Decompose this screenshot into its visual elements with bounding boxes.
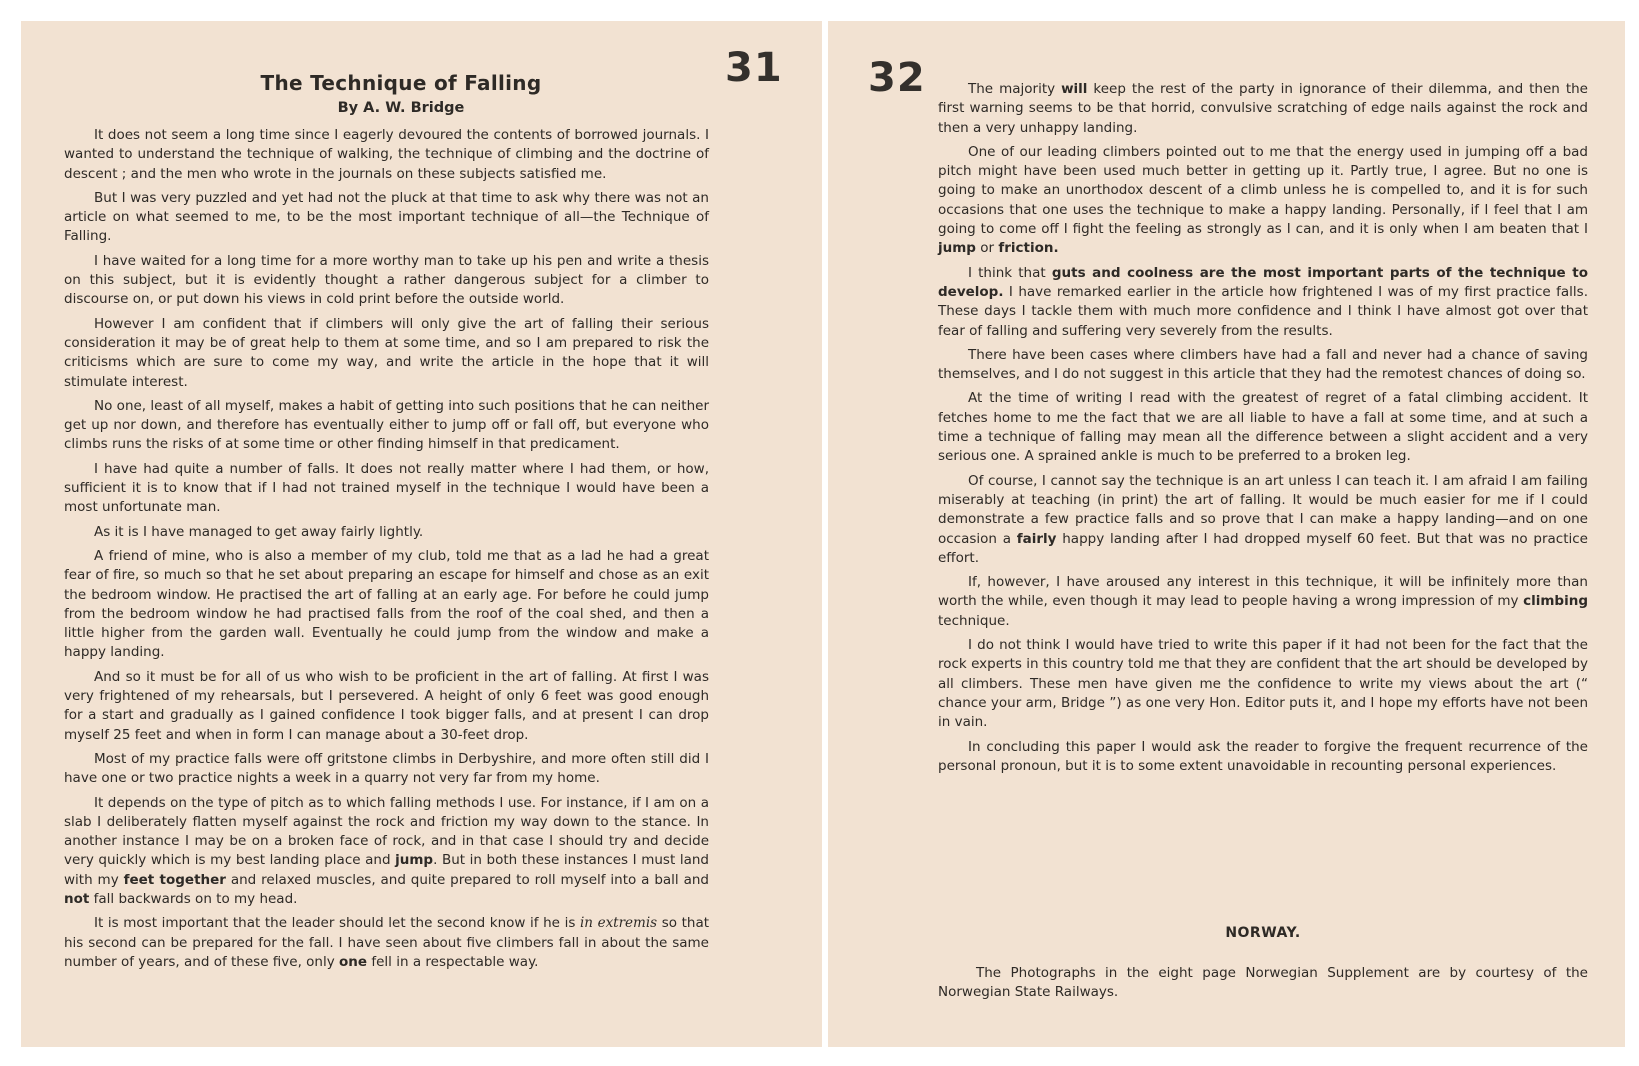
page-number: 32 (868, 55, 926, 101)
paragraph (64, 397, 709, 455)
text-run: And so it must be for all of us who wish to be proficient in the art of falling. At first I was very frightened of my rehearsals, but I persevered. A height of only 6 feet was good enough for a start and gradually as I gained confidence I took bigger falls, and at present I can drop myself 25 feet and when in form I can manage about a 30-feet drop. (64, 668, 709, 743)
paragraph (938, 573, 1588, 631)
text-run: It is most important that the leader should let the second know if he is (94, 915, 580, 932)
text-run: I have remarked earlier in the article how frightened I was of my first practice falls. These days I tackle them with much more confidence and I think I have almost got over that fear of falling and suffering very severely from the results. (938, 283, 1588, 339)
text-run: It does not seem a long time since I eagerly devoured the contents of borrowed journals. I wanted to understand the technique of walking, the technique of climbing and the doctrine of descent ; and the men who wrote in the journals on these subjects satisfied me. (64, 127, 709, 182)
paragraph (64, 189, 709, 247)
text-run: so that his second can be prepared for the fall. I have seen about five climbers fall in about the same number of years, and of these five, only (64, 915, 710, 970)
paragraph (64, 750, 709, 789)
text-run: Of course, I cannot say the technique is an art unless I can teach it. I am afraid I am failing miserably at teaching (in print) the art of falling. It would be much easier for me if I could demonstrate a few practice falls and so prove that I can make a happy landing—and on one occasion a (938, 472, 1588, 547)
text-run: fall backwards on to my head. (89, 890, 298, 907)
text-run: One of our leading climbers pointed out to me that the energy used in jumping off a bad pitch might have been used much better in getting up it. Partly true, I agree. But no one is going to make an unorthodox descent of a climb unless he is compelled to, and it is for such occasions that one uses the technique to make a happy landing. Personally, if I feel that I am going to come off I fight the feeling as strongly as I can, and it is only when I am beaten that I (938, 143, 1588, 238)
text-run: happy landing after I had dropped myself 60 feet. But that was no practice effort. (938, 530, 1588, 566)
left-article-body (64, 126, 709, 977)
paragraph (64, 914, 709, 972)
text-run: or (975, 240, 999, 257)
paragraph (938, 143, 1588, 259)
paragraph (64, 315, 709, 392)
text-run: If, however, I have aroused any interest in this technique, it will be infinitely more than worth the while, even though it may lead to people having a wrong impression of my (938, 574, 1588, 610)
paragraph (64, 126, 709, 184)
bold-text: jump (395, 852, 434, 869)
paragraph (938, 346, 1588, 385)
paragraph (64, 668, 709, 745)
text-run: A friend of mine, who is also a member of my club, told me that as a lad he had a great fear of fire, so much so that he set about preparing an escape for himself and chose as an exit the bedroom window. He practised the art of falling at an early age. For before he could jump from the bedroom window he had practised falls from the roof of the coal shed, and then a little higher from the garden wall. Eventually he could jump from the window and make a happy landing. (64, 547, 709, 661)
text-run: I have had quite a number of falls. It does not really matter where I had them, or how, sufficient it is to know that if I had not trained myself in the technique I would have been a most unfortunate man. (64, 460, 709, 516)
article-title: The Technique of Falling (260, 71, 542, 95)
bold-text: feet together (123, 871, 226, 888)
right-article-body (938, 80, 1588, 781)
paragraph (938, 738, 1588, 777)
text-run: There have been cases where climbers have had a fall and never had a chance of saving themselves, and I do not suggest in this article that they had the remotest chances of doing so. (938, 346, 1588, 383)
paragraph (938, 472, 1588, 568)
text-run: No one, least of all myself, makes a habit of getting into such positions that he can neither get up nor down, and therefore has eventually either to jump off or fall off, but everyone who climbs runs the risks of at some time or other finding himself in that predicament. (64, 397, 709, 453)
paragraph (64, 547, 709, 663)
bold-text: guts and coolness are the most important parts of the technique to develop. (938, 264, 1588, 300)
right-page (828, 21, 1625, 1047)
text-run: The majority (968, 81, 1062, 97)
paragraph (64, 523, 709, 542)
paragraph (938, 636, 1588, 732)
text-run: and relaxed muscles, and quite prepared to roll myself into a ball and (225, 871, 709, 888)
article-byline: By A. W. Bridge (337, 100, 465, 116)
bold-text: friction. (998, 240, 1059, 257)
text-run: I think that (968, 264, 1052, 281)
paragraph (938, 264, 1588, 341)
text-run: It depends on the type of pitch as to which falling methods I use. For instance, if I am on a slab I deliberately flatten myself against the rock and friction my way down to the stance. In another instance I may be on a broken face of rock, and in that case I should try and decide very quickly which is my best landing place and (64, 794, 709, 869)
bold-text: fairly (1016, 530, 1057, 547)
text-run: I have waited for a long time for a more worthy man to take up his pen and write a thesis on this subject, but it is evidently thought a rather dangerous subject for a climber to discourse on, or put down his views in cold print before the outside world. (64, 252, 709, 308)
left-page (21, 21, 822, 1047)
text-run: I do not think I would have tried to write this paper if it had not been for the fact that the rock experts in this country told me that they are confident that the art should be developed by all climbers. These men have given me the confidence to write my views about the art (“ chance your arm, Bridge ”) as one very Hon. Editor puts it, and I hope my efforts have not been in vain. (938, 637, 1588, 731)
paragraph (938, 80, 1588, 138)
paragraph (64, 252, 709, 310)
text-run: At the time of writing I read with the greatest of regret of a fatal climbing accident. It fetches home to me the fact that we are all liable to have a fall at some time, and at such a time a technique of falling may mean all the difference between a slight accident and a very serious one. A sprained ankle is much to be preferred to a broken leg. (938, 390, 1588, 465)
bold-text: jump (938, 240, 976, 257)
text-run: fell in a respectable way. (367, 953, 539, 970)
italic-text: in extremis (579, 915, 658, 932)
text-run: . But in both these instances I must land with my (64, 852, 709, 888)
norway-note (938, 964, 1588, 1003)
paragraph (64, 794, 709, 910)
bold-text: one (339, 953, 368, 970)
norway-note-text: The Photographs in the eight page Norwegian Supplement are by courtesy of the Norwegian State Railways. (938, 965, 1588, 1001)
norway-heading: NORWAY. (1225, 925, 1301, 941)
text-run: But I was very puzzled and yet had not the pluck at that time to ask why there was not an article on what seemed to me, to be the most important technique of all—the Technique of Falling. (64, 189, 709, 245)
text-run: keep the rest of the party in ignorance of their dilemma, and then the first warning seems to be that horrid, convulsive scratching of edge nails against the rock and then a very unhappy landing. (938, 81, 1588, 136)
bold-text: climbing (1523, 593, 1588, 610)
text-run: As it is I have managed to get away fairly lightly. (94, 523, 424, 540)
paragraph (938, 389, 1588, 466)
text-run: Most of my practice falls were off gritstone climbs in Derbyshire, and more often still did I have one or two practice nights a week in a quarry not very far from my home. (64, 750, 709, 787)
text-run: However I am confident that if climbers will only give the art of falling their serious consideration it may be of great help to them at some time, and so I am prepared to risk the criticisms which are sure to come my way, and write the article in the hope that it will stimulate interest. (64, 315, 709, 390)
bold-text: will (1061, 81, 1088, 97)
text-run: In concluding this paper I would ask the reader to forgive the frequent recurrence of the personal pronoun, but it is to some extent unavoidable in recounting personal experiences. (938, 738, 1588, 774)
page-number: 31 (725, 45, 783, 91)
bold-text: not (64, 890, 90, 907)
paragraph (64, 460, 709, 518)
text-run: technique. (938, 612, 1010, 629)
